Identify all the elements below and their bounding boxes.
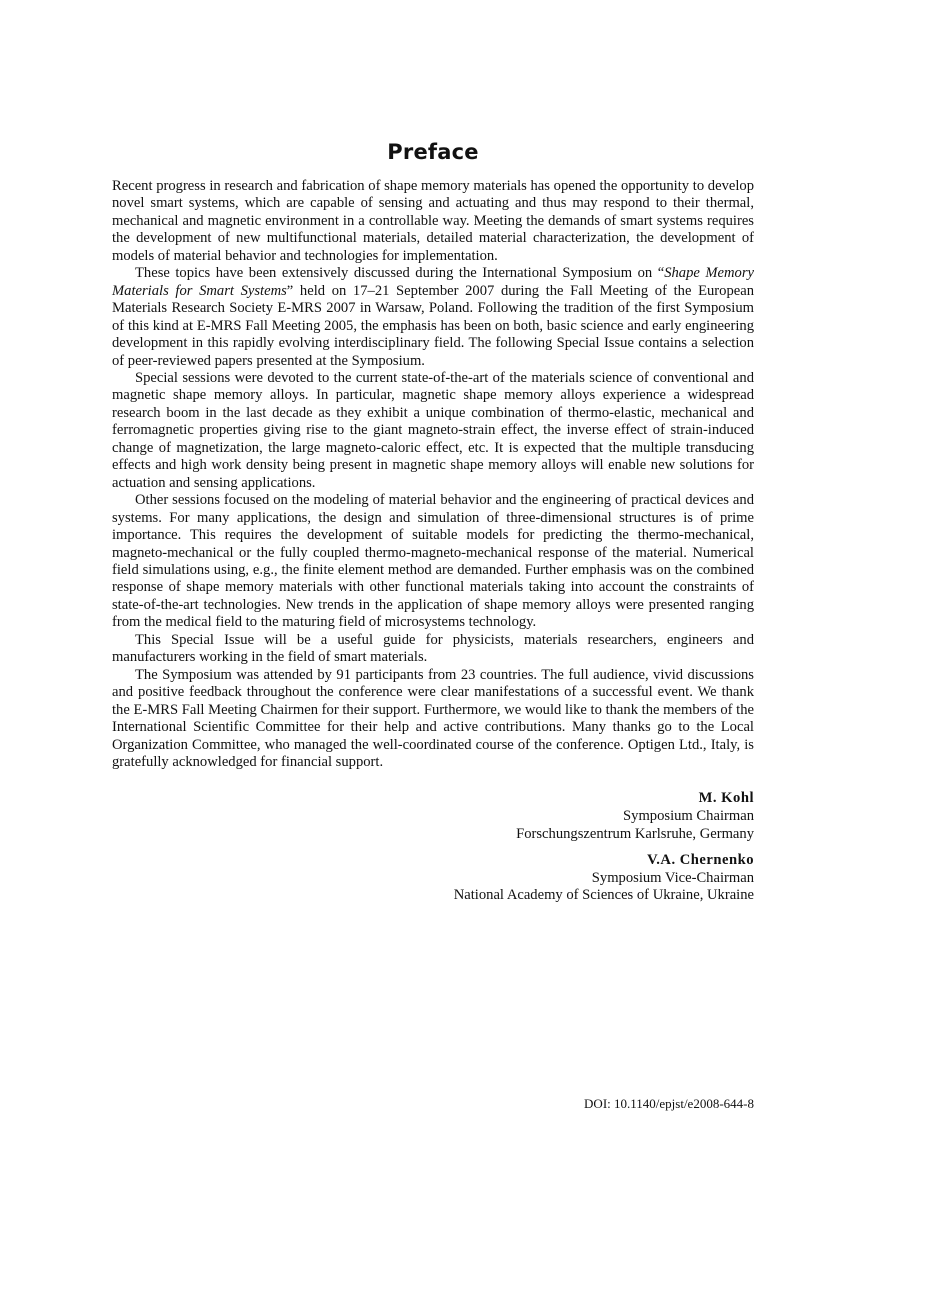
signature-vice-chairman — [112, 852, 754, 905]
signature-name: M. Kohl — [698, 790, 754, 807]
signature-affiliation: National Academy of Sciences of Ukraine, Ukraine — [453, 887, 754, 904]
paragraph-acknowledgements: The Symposium was attended by 91 participants from 23 countries. The full audience, vivid discussions and positive feedback throughout the conference were clear manifestations of a successful event. We thank the E-MRS Fall Meeting Chairmen for their support. Furthermore, we would like to thank the members of the International Scientific Committee for their help and active contributions. Many thanks go to the Local Organization Committee, who managed the well-coordinated course of the conference. Optigen Ltd., Italy, is gratefully acknowledged for financial support. — [112, 666, 754, 770]
paragraph-symposium-lead: These topics have been extensively discussed during the International Symposium on “ — [135, 265, 665, 282]
page-title: Preface — [387, 140, 479, 164]
paragraph-special-sessions: Special sessions were devoted to the current state-of-the-art of the materials science of conventional and magnetic shape memory alloys. In particular, magnetic shape memory alloys experience a widespread research boom in the last decade as they exhibit a unique combination of thermo-elastic, mechanical and ferromagnetic properties giving rise to the giant magneto-strain effect, the inverse effect of strain-induced change of magnetization, the large magneto-caloric effect, etc. It is expected that the multiple transducing effects and high work density being present in magnetic shape memory alloys will enable new solutions for actuation and sensing applications. — [112, 369, 754, 491]
preface-body — [112, 178, 754, 771]
paragraph-intro: Recent progress in research and fabrication of shape memory materials has opened the opportunity to develop novel smart systems, which are capable of sensing and actuating and thus may respond to their thermal, mechanical and magnetic environment in a controllable way. Meeting the demands of smart systems requires the development of new multifunctional materials, detailed material characterization, the development of models of material behavior and technologies for implementation. — [112, 178, 754, 264]
signature-section — [112, 790, 754, 905]
paragraph-special-issue: This Special Issue will be a useful guide for physicists, materials researchers, engineers and manufacturers working in the field of smart materials. — [112, 631, 754, 666]
signature-name: V.A. Chernenko — [647, 852, 754, 869]
paragraph-symposium — [112, 265, 754, 370]
symposium-name: Shape Memory Materials for Smart Systems — [112, 265, 754, 299]
doi-footer: DOI: 10.1140/epjst/e2008-644-8 — [584, 1096, 754, 1111]
document-page — [112, 138, 754, 905]
signature-affiliation: Forschungszentrum Karlsruhe, Germany — [516, 825, 754, 842]
paragraph-symposium-rest: ” held on 17–21 September 2007 during the Fall Meeting of the European Materials Research Society E-MRS 2007 in Warsaw, Poland. Following the tradition of the first Symposium of this kind at E-MRS Fall Meeting 2005, the emphasis has been on both, basic science and early engineering development in this rapidly evolving interdisciplinary field. The following Special Issue contains a selection of peer-reviewed papers presented at the Symposium. — [112, 282, 754, 369]
signature-role: Symposium Vice-Chairman — [591, 869, 754, 886]
signature-role: Symposium Chairman — [623, 808, 754, 824]
paragraph-other-sessions: Other sessions focused on the modeling of material behavior and the engineering of practical devices and systems. For many applications, the design and simulation of three-dimensional structures is of prime importance. This requires the development of suitable models for predicting the thermo-mechanical, magneto-mechanical or the fully coupled thermo-magneto-mechanical response of the material. Numerical field simulations using, e.g., the finite element method are demanded. Further emphasis was on the combined response of shape memory materials with other functional materials taking into account the constraints of state-of-the-art technologies. New trends in the application of shape memory alloys were presented ranging from the medical field to the maturing field of microsystems technology. — [112, 492, 754, 631]
signature-chairman — [112, 790, 754, 843]
